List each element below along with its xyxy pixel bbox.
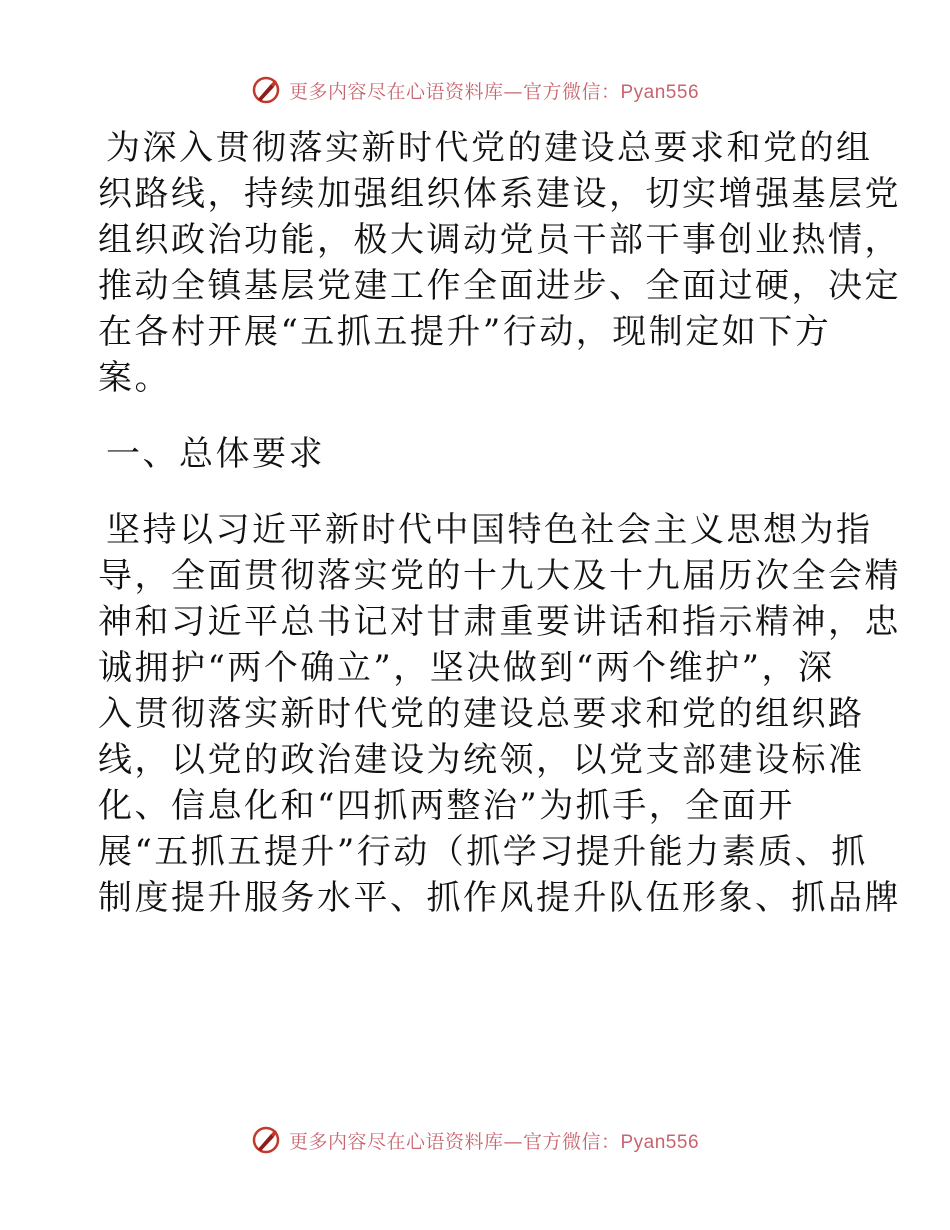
- body-line: 导，全面贯彻落实党的十九大及十九届历次全会精: [98, 556, 901, 596]
- watermark-dash: —: [503, 1130, 523, 1153]
- watermark-dash: —: [503, 80, 523, 103]
- body-paragraph: [98, 507, 901, 921]
- intro-line: 推动全镇基层党建工作全面进步、全面过硬，决定: [98, 266, 901, 306]
- watermark-banner-top: [0, 70, 950, 110]
- intro-line: 组织政治功能，极大调动党员干部干事创业热情，: [98, 220, 901, 260]
- body-line: 展“五抓五提升”行动（抓学习提升能力素质、抓: [98, 832, 868, 872]
- intro-line: 案。: [98, 358, 171, 398]
- watermark-site-text: 更多内容尽在心语资料库: [288, 80, 504, 103]
- watermark-site-text: 更多内容尽在心语资料库: [288, 1130, 504, 1153]
- intro-paragraph: [98, 125, 901, 401]
- intro-line: 在各村开展“五抓五提升”行动，现制定如下方: [98, 312, 832, 352]
- intro-line: 织路线，持续加强组织体系建设，切实增强基层党: [98, 174, 901, 214]
- watermark-wechat-id: Pyan556: [620, 81, 700, 103]
- pen-logo-icon: [251, 1125, 281, 1155]
- body-line: 线，以党的政治建设为统领，以党支部建设标准: [98, 740, 865, 780]
- watermark-wechat-label: 官方微信：: [522, 1130, 621, 1153]
- document-body: [98, 125, 901, 921]
- body-line: 制度提升服务水平、抓作风提升队伍形象、抓品牌: [98, 878, 901, 918]
- watermark-text: [289, 77, 699, 104]
- body-line: 坚持以习近平新时代中国特色社会主义思想为指: [106, 510, 873, 550]
- watermark-text: [289, 1127, 699, 1154]
- watermark-wechat-label: 官方微信：: [522, 80, 621, 103]
- section-heading: 一、总体要求: [106, 434, 325, 474]
- body-line: 化、信息化和“四抓两整治”为抓手，全面开: [98, 786, 795, 826]
- watermark-wechat-id: Pyan556: [620, 1131, 700, 1153]
- body-line: 诚拥护“两个确立”，坚决做到“两个维护”，深: [98, 648, 835, 688]
- watermark-banner-bottom: [0, 1120, 950, 1160]
- pen-logo-icon: [251, 75, 281, 105]
- body-line: 入贯彻落实新时代党的建设总要求和党的组织路: [98, 694, 865, 734]
- intro-line: 为深入贯彻落实新时代党的建设总要求和党的组: [106, 128, 873, 168]
- body-line: 神和习近平总书记对甘肃重要讲话和指示精神，忠: [98, 602, 901, 642]
